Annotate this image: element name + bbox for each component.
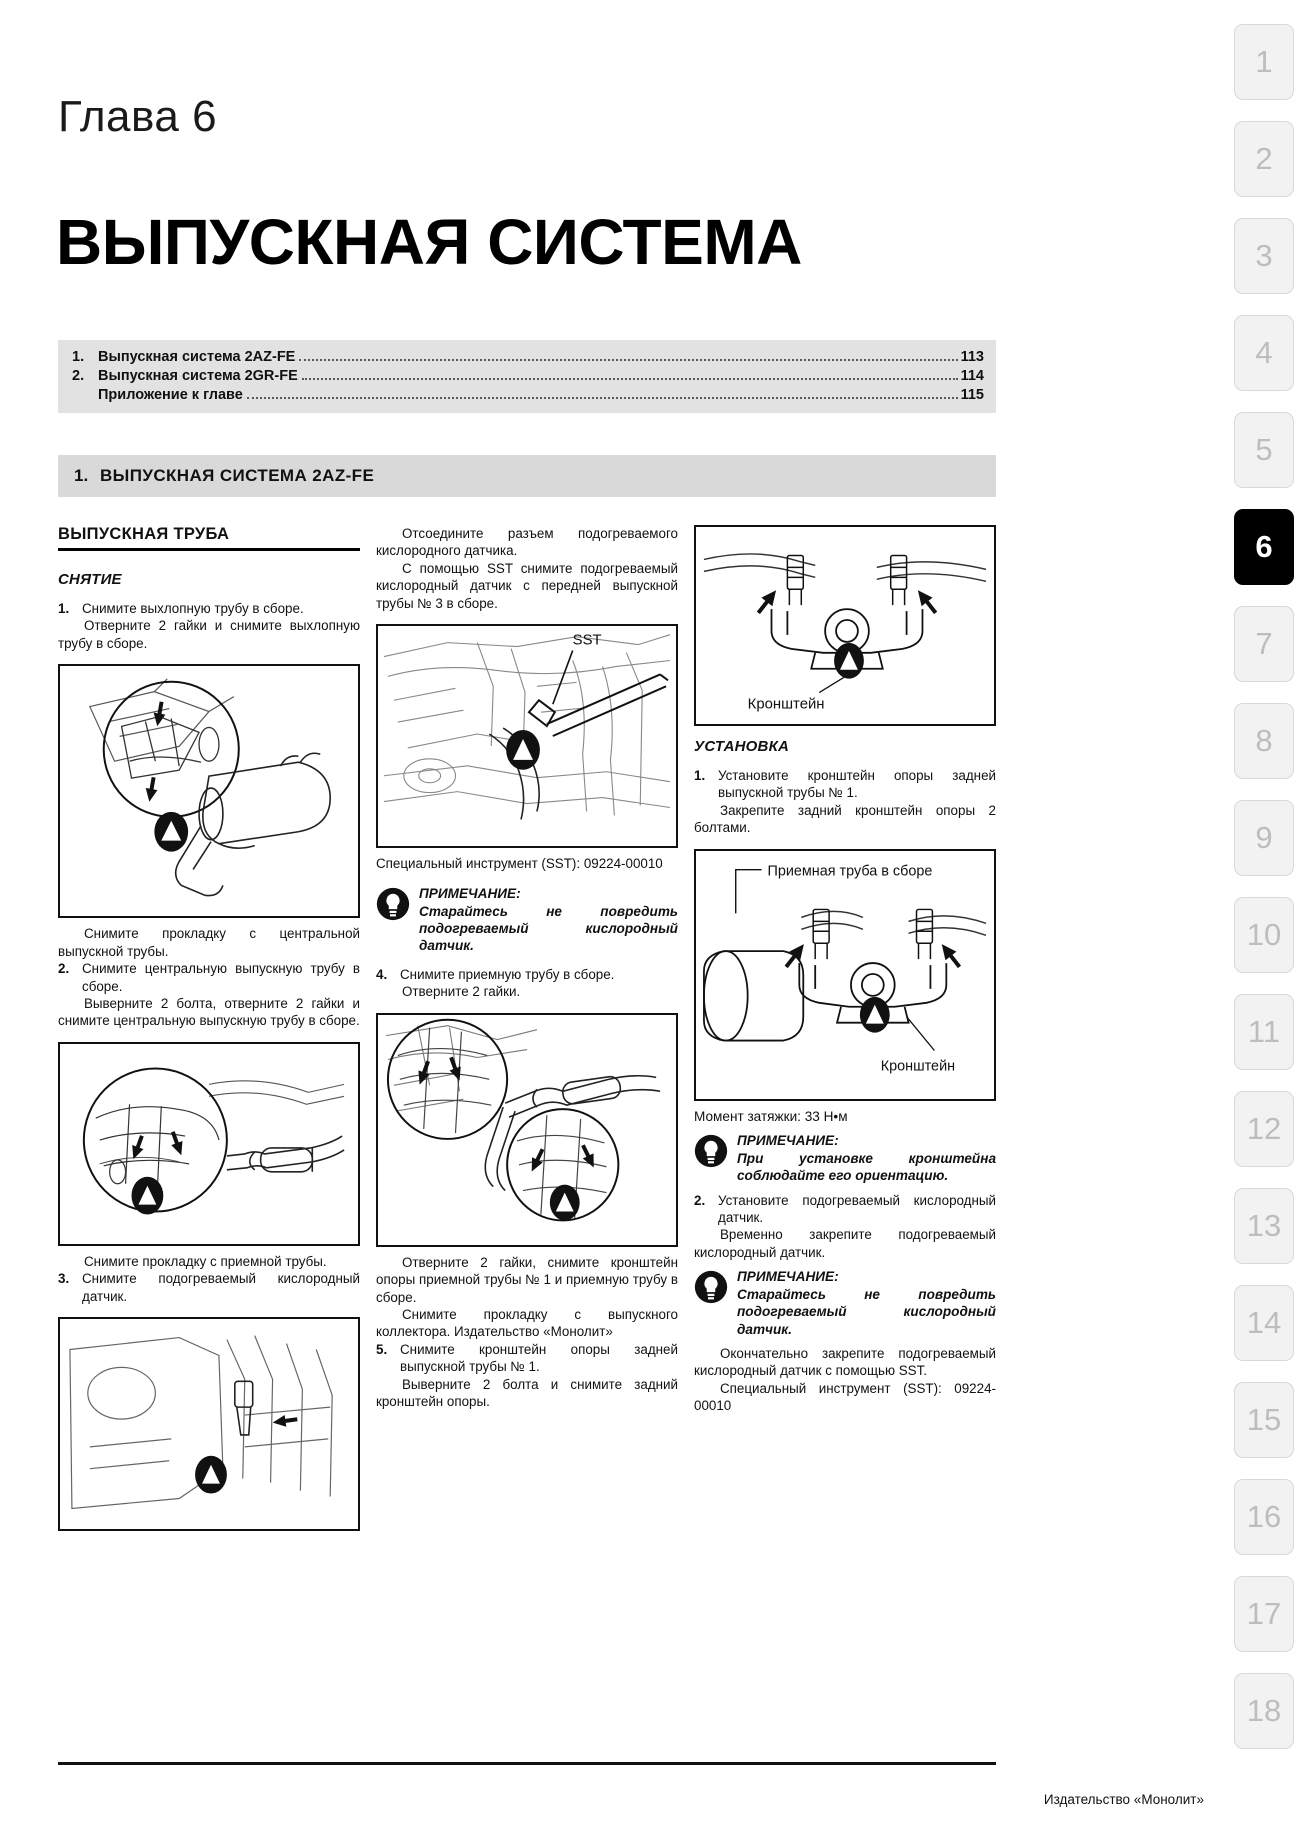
section-number: 1. <box>74 466 89 485</box>
step-number: 4. <box>376 966 388 982</box>
thumb-index-tab-2[interactable]: 2 <box>1234 121 1294 197</box>
paragraph-disconnect-connector: Отсоедините разъем подогреваемого кислородного датчика. <box>376 526 678 559</box>
column-right <box>694 525 996 1414</box>
list-item <box>694 767 996 802</box>
note-title: ПРИМЕЧАНИЕ: <box>419 885 521 901</box>
thumb-index-tab-3[interactable]: 3 <box>1234 218 1294 294</box>
thumb-index-tab-18[interactable]: 18 <box>1234 1673 1294 1749</box>
step-sub-text: Выверните 2 болта, отверните 2 гайки и снимите центральную выпускную трубу в сборе. <box>58 995 360 1029</box>
thumb-index-tab-5[interactable]: 5 <box>1234 412 1294 488</box>
list-item <box>376 966 678 983</box>
section-title: ВЫПУСКНАЯ СИСТЕМА 2AZ-FE <box>100 466 375 485</box>
thumb-index-tab-10[interactable]: 10 <box>1234 897 1294 973</box>
note-text: Старайтесь не повредить подогреваемый кислородный датчик. <box>737 1287 996 1337</box>
page-title: ВЫПУСКНАЯ СИСТЕМА <box>56 206 802 278</box>
front-pipe-install-figure <box>694 849 996 1101</box>
procedure-removal-title: СНЯТИЕ <box>58 571 122 588</box>
sst-caption: Специальный инструмент (SST): 09224-00010 <box>694 1380 996 1413</box>
note-block <box>376 885 678 954</box>
thumb-index-tab-12[interactable]: 12 <box>1234 1091 1294 1167</box>
figure1-caption: Снимите прокладку с центральной выпускной трубы. <box>58 926 360 959</box>
footer-publisher: Издательство «Монолит» <box>1043 1792 1204 1807</box>
list-item <box>694 1192 996 1227</box>
lightbulb-icon <box>376 887 410 921</box>
note-title: ПРИМЕЧАНИЕ: <box>737 1269 839 1285</box>
step-text: Установите подогреваемый кислородный датчик. <box>718 1192 996 1226</box>
toc-leader-dots <box>299 350 957 361</box>
step-text: Снимите выхлопную трубу в сборе. <box>82 601 304 616</box>
step-sub-text: Отверните 2 гайки и снимите выхлопную трубу в сборе. <box>58 618 360 651</box>
step-text: Снимите подогреваемый кислородный датчик. <box>82 1271 360 1304</box>
thumb-index-tab-4[interactable]: 4 <box>1234 315 1294 391</box>
column-left <box>58 525 360 1531</box>
step-text: Снимите центральную выпускную трубу в сборе. <box>82 961 360 994</box>
toc-row-page: 115 <box>960 386 984 403</box>
thumb-index-tab-16[interactable]: 16 <box>1234 1479 1294 1555</box>
paragraph-final-tighten: Окончательно закрепите подогреваемый кислородный датчик с помощью SST. <box>694 1345 996 1379</box>
toc-row-label: Выпускная система 2GR-FE <box>98 367 298 384</box>
rear-support-bracket-figure <box>694 525 996 726</box>
note-block <box>694 1132 996 1184</box>
toc-leader-dots <box>302 369 958 380</box>
toc-row[interactable] <box>58 385 996 404</box>
sst-caption: Специальный инструмент (SST): 09224-00010 <box>376 856 663 872</box>
paragraph-remove-bracket: Отверните 2 гайки, снимите кронштейн опоры приемной трубы № 1 и приемную трубу в сборе. <box>376 1254 678 1305</box>
step-sub-text: Отверните 2 гайки. <box>402 984 521 1000</box>
center-exhaust-pipe-figure <box>58 1042 360 1246</box>
install-figure-bottom-label: Кронштейн <box>880 1058 956 1075</box>
step-text: Снимите кронштейн опоры задней выпускной трубы № 1. <box>400 1341 678 1375</box>
toc-row[interactable] <box>58 366 996 385</box>
thumb-index-tab-13[interactable]: 13 <box>1234 1188 1294 1264</box>
step-number: 3. <box>58 1271 70 1287</box>
thumb-index-tab-7[interactable]: 7 <box>1234 606 1294 682</box>
list-item <box>58 600 360 617</box>
step-number: 5. <box>376 1341 388 1357</box>
step-sub-text: Временно закрепите подогреваемый кислородный датчик. <box>694 1227 996 1260</box>
step-sub-text: Выверните 2 болта и снимите задний кронштейн опоры. <box>376 1376 678 1410</box>
step-number: 1. <box>694 768 706 783</box>
section-header <box>58 455 996 497</box>
step-text: Установите кронштейн опоры задней выпускной трубы № 1. <box>718 768 996 801</box>
subsection-title: ВЫПУСКНАЯ ТРУБА <box>58 525 360 551</box>
toc-row-page: 113 <box>960 348 984 365</box>
lightbulb-icon <box>694 1270 728 1304</box>
front-pipe-removal-figure <box>376 1013 678 1247</box>
exhaust-muffler-removal-figure <box>58 664 360 918</box>
toc-row-number: 2. <box>72 367 85 384</box>
footer-divider <box>58 1762 996 1765</box>
toc-leader-dots <box>247 388 958 399</box>
thumb-index-tab-1[interactable]: 1 <box>1234 24 1294 100</box>
step-text: Снимите приемную трубу в сборе. <box>400 966 615 982</box>
lightbulb-icon <box>694 1134 728 1168</box>
thumb-index-tab-6[interactable]: 6 <box>1234 509 1294 585</box>
step-number: 1. <box>58 601 70 616</box>
paragraph-remove-sensor-sst: С помощью SST снимите подогреваемый кислородный датчик с передней выпускной трубы № 3 в сборе. <box>376 560 678 611</box>
figure2-caption: Снимите прокладку с приемной трубы. <box>84 1253 327 1269</box>
toc-row[interactable] <box>58 347 996 366</box>
sst-figure-label: SST <box>572 632 602 649</box>
column-middle <box>376 525 678 1411</box>
thumb-index-tab-14[interactable]: 14 <box>1234 1285 1294 1361</box>
bracket-figure-label: Кронштейн <box>747 696 825 713</box>
step-sub-text: Закрепите задний кронштейн опоры 2 болтами. <box>694 802 996 836</box>
list-item <box>58 960 360 995</box>
note-block <box>694 1268 996 1337</box>
note-title: ПРИМЕЧАНИЕ: <box>737 1133 839 1149</box>
thumb-index-tab-8[interactable]: 8 <box>1234 703 1294 779</box>
list-item <box>58 1270 360 1305</box>
toc-row-number: 1. <box>72 348 85 365</box>
sst-oxygen-sensor-figure <box>376 624 678 848</box>
thumb-index-tab-11[interactable]: 11 <box>1234 994 1294 1070</box>
paragraph-remove-gasket: Снимите прокладку с выпускного коллектора. Издательство «Монолит» <box>376 1307 678 1340</box>
list-item <box>376 1341 678 1376</box>
thumb-index-tab-15[interactable]: 15 <box>1234 1382 1294 1458</box>
procedure-install-title: УСТАНОВКА <box>694 738 790 755</box>
step-number: 2. <box>58 961 70 977</box>
note-text: При установке кронштейна соблюдайте его ориентацию. <box>737 1151 996 1184</box>
note-text: Старайтесь не повредить подогреваемый кислородный датчик. <box>419 903 678 953</box>
oxygen-sensor-location-figure <box>58 1317 360 1531</box>
torque-spec: Момент затяжки: 33 Н•м <box>694 1108 848 1124</box>
thumb-index <box>1230 0 1300 1839</box>
thumb-index-tab-17[interactable]: 17 <box>1234 1576 1294 1652</box>
toc-row-label: Приложение к главе <box>98 386 243 403</box>
step-number: 2. <box>694 1192 706 1208</box>
toc-row-page: 114 <box>960 367 984 384</box>
toc-row-label: Выпускная система 2AZ-FE <box>98 348 296 365</box>
thumb-index-tab-9[interactable]: 9 <box>1234 800 1294 876</box>
install-figure-top-label: Приемная труба в сборе <box>767 863 933 880</box>
table-of-contents <box>58 340 996 413</box>
chapter-label: Глава 6 <box>58 92 218 141</box>
